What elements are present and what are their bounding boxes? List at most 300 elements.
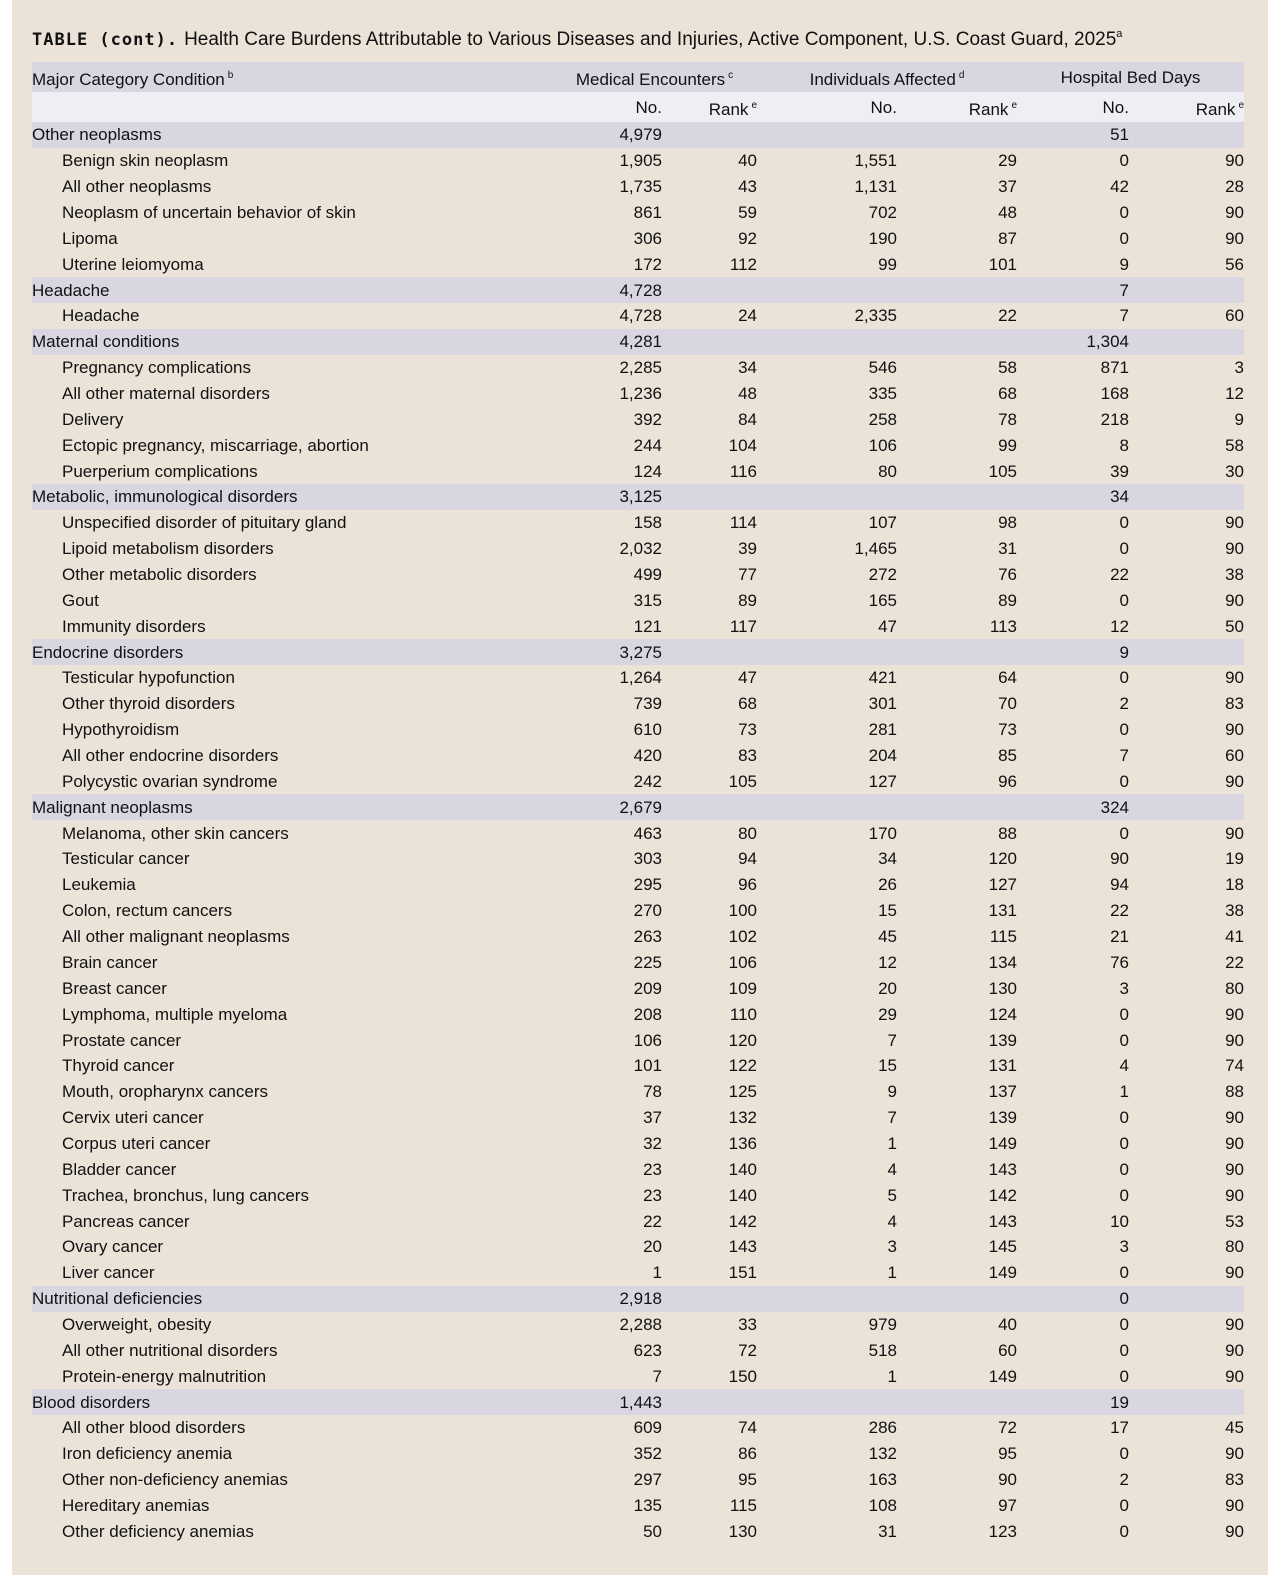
condition-bed-days-no: 0 bbox=[1119, 1159, 1129, 1179]
condition-bed-days-rank: 50 bbox=[1225, 616, 1244, 636]
condition-individuals-rank: 131 bbox=[988, 1056, 1017, 1076]
category-row bbox=[32, 1286, 1244, 1312]
condition-name: Puerperium complications bbox=[62, 461, 258, 481]
condition-bed-days-no: 1 bbox=[1119, 1082, 1129, 1102]
condition-encounters-rank: 140 bbox=[728, 1185, 757, 1205]
header-hb-no: No. bbox=[1017, 92, 1129, 122]
condition-bed-days-rank: 90 bbox=[1225, 1521, 1244, 1541]
condition-individuals-no: 4 bbox=[887, 1211, 897, 1231]
condition-individuals-no: 108 bbox=[868, 1495, 897, 1515]
condition-individuals-rank: 149 bbox=[988, 1133, 1017, 1153]
condition-row bbox=[32, 1053, 1244, 1079]
condition-name: Unspecified disorder of pituitary gland bbox=[62, 513, 347, 533]
condition-row bbox=[32, 1001, 1244, 1027]
condition-name: All other maternal disorders bbox=[62, 384, 270, 404]
category-row bbox=[32, 277, 1244, 303]
condition-individuals-no: 34 bbox=[878, 849, 897, 869]
condition-bed-days-no: 12 bbox=[1110, 616, 1129, 636]
table-panel bbox=[12, 0, 1268, 1575]
condition-bed-days-no: 17 bbox=[1110, 1418, 1129, 1438]
condition-bed-days-rank: 56 bbox=[1225, 254, 1244, 274]
condition-individuals-no: 7 bbox=[887, 1108, 897, 1128]
category-encounters-no: 1,443 bbox=[552, 1389, 662, 1415]
condition-row bbox=[32, 691, 1244, 717]
condition-name: Brain cancer bbox=[62, 952, 158, 972]
condition-encounters-no: 1,735 bbox=[619, 177, 662, 197]
category-encounters-rank bbox=[662, 1286, 757, 1312]
condition-bed-days-no: 0 bbox=[1119, 513, 1129, 533]
condition-bed-days-no: 0 bbox=[1119, 1185, 1129, 1205]
condition-encounters-rank: 117 bbox=[729, 616, 757, 636]
condition-encounters-rank: 92 bbox=[738, 228, 757, 248]
category-encounters-no: 3,275 bbox=[552, 639, 662, 665]
condition-encounters-no: 2,032 bbox=[619, 539, 662, 559]
condition-individuals-no: 127 bbox=[868, 771, 897, 791]
category-individuals-no bbox=[757, 122, 897, 148]
condition-encounters-rank: 33 bbox=[738, 1314, 757, 1334]
condition-bed-days-no: 0 bbox=[1119, 1263, 1129, 1283]
table-title-footnote: a bbox=[1116, 28, 1123, 40]
condition-row bbox=[32, 898, 1244, 924]
category-bed-days-no: 1,304 bbox=[1017, 329, 1129, 355]
condition-individuals-rank: 115 bbox=[989, 927, 1017, 947]
condition-encounters-rank: 94 bbox=[738, 849, 757, 869]
condition-bed-days-rank: 80 bbox=[1225, 1237, 1244, 1257]
condition-bed-days-no: 3 bbox=[1119, 1237, 1129, 1257]
condition-encounters-rank: 143 bbox=[728, 1237, 757, 1257]
condition-row bbox=[32, 950, 1244, 976]
condition-bed-days-no: 94 bbox=[1110, 875, 1129, 895]
condition-bed-days-no: 0 bbox=[1119, 668, 1129, 688]
condition-bed-days-rank: 22 bbox=[1225, 952, 1244, 972]
category-bed-days-no: 19 bbox=[1017, 1389, 1129, 1415]
condition-name: Bladder cancer bbox=[62, 1159, 177, 1179]
condition-encounters-rank: 142 bbox=[728, 1211, 757, 1231]
condition-row bbox=[32, 1518, 1244, 1544]
category-individuals-rank bbox=[897, 1286, 1017, 1312]
condition-row bbox=[32, 1260, 1244, 1286]
category-bed-days-no: 7 bbox=[1017, 277, 1129, 303]
header-me-rank: Rank $^e$ bbox=[662, 92, 757, 122]
condition-bed-days-no: 8 bbox=[1119, 435, 1129, 455]
condition-row bbox=[32, 1156, 1244, 1182]
header-blank bbox=[32, 92, 552, 122]
condition-row bbox=[32, 975, 1244, 1001]
category-individuals-no bbox=[757, 1389, 897, 1415]
condition-individuals-no: 546 bbox=[868, 358, 897, 378]
condition-individuals-no: 204 bbox=[868, 746, 897, 766]
condition-individuals-rank: 48 bbox=[998, 203, 1017, 222]
condition-bed-days-rank: 60 bbox=[1225, 306, 1244, 326]
condition-bed-days-no: 0 bbox=[1119, 1133, 1129, 1153]
category-name: Headache bbox=[32, 277, 552, 303]
category-name: Maternal conditions bbox=[32, 329, 552, 355]
condition-individuals-no: 29 bbox=[878, 1004, 897, 1024]
condition-bed-days-no: 871 bbox=[1100, 358, 1129, 378]
category-row bbox=[32, 1389, 1244, 1415]
condition-row bbox=[32, 1208, 1244, 1234]
condition-individuals-rank: 130 bbox=[988, 978, 1017, 998]
condition-individuals-rank: 99 bbox=[998, 435, 1017, 455]
condition-row bbox=[32, 432, 1244, 458]
condition-encounters-no: 499 bbox=[633, 565, 662, 585]
condition-encounters-no: 23 bbox=[643, 1185, 662, 1205]
condition-row bbox=[32, 1079, 1244, 1105]
condition-individuals-rank: 134 bbox=[988, 952, 1017, 972]
category-individuals-no bbox=[757, 794, 897, 820]
condition-encounters-no: 37 bbox=[643, 1108, 662, 1128]
condition-individuals-rank: 88 bbox=[998, 823, 1017, 843]
condition-individuals-no: 47 bbox=[878, 616, 897, 636]
condition-individuals-no: 5 bbox=[887, 1185, 897, 1205]
header-hospital-bed-days: Hospital Bed Days bbox=[1017, 62, 1244, 92]
category-encounters-rank bbox=[662, 122, 757, 148]
condition-name: Testicular hypofunction bbox=[62, 668, 235, 688]
condition-individuals-rank: 78 bbox=[998, 409, 1017, 429]
category-individuals-no bbox=[757, 639, 897, 665]
condition-encounters-no: 4,728 bbox=[619, 306, 662, 326]
condition-individuals-no: 132 bbox=[868, 1444, 897, 1464]
condition-name: Hereditary anemias bbox=[62, 1495, 210, 1515]
condition-encounters-no: 50 bbox=[643, 1521, 662, 1541]
condition-individuals-no: 1 bbox=[887, 1366, 897, 1386]
condition-row bbox=[32, 1363, 1244, 1389]
condition-bed-days-no: 21 bbox=[1110, 927, 1129, 947]
condition-individuals-rank: 98 bbox=[998, 513, 1017, 533]
condition-name: Colon, rectum cancers bbox=[62, 901, 233, 921]
header-ia-rank: Rank $^e$ bbox=[897, 92, 1017, 122]
condition-bed-days-rank: 38 bbox=[1225, 565, 1244, 585]
condition-name: Other metabolic disorders bbox=[62, 565, 257, 585]
condition-row bbox=[32, 924, 1244, 950]
condition-encounters-rank: 39 bbox=[738, 539, 757, 559]
condition-name: Other deficiency anemias bbox=[62, 1521, 254, 1541]
condition-individuals-no: 301 bbox=[868, 694, 897, 714]
condition-individuals-no: 26 bbox=[878, 875, 897, 895]
condition-bed-days-rank: 90 bbox=[1225, 539, 1244, 559]
condition-individuals-no: 1,131 bbox=[854, 177, 897, 197]
category-row bbox=[32, 639, 1244, 665]
condition-row bbox=[32, 665, 1244, 691]
condition-individuals-no: 1,551 bbox=[854, 151, 897, 171]
condition-encounters-rank: 96 bbox=[738, 875, 757, 895]
category-encounters-rank bbox=[662, 329, 757, 355]
condition-row bbox=[32, 174, 1244, 200]
condition-individuals-rank: 139 bbox=[988, 1030, 1017, 1050]
condition-individuals-rank: 96 bbox=[998, 771, 1017, 791]
category-individuals-rank bbox=[897, 122, 1017, 148]
condition-bed-days-no: 0 bbox=[1119, 590, 1129, 610]
condition-row bbox=[32, 1131, 1244, 1157]
condition-encounters-no: 861 bbox=[633, 203, 662, 222]
category-individuals-rank bbox=[897, 639, 1017, 665]
condition-name: Ovary cancer bbox=[62, 1237, 164, 1257]
condition-encounters-no: 1,236 bbox=[619, 384, 662, 404]
condition-encounters-no: 106 bbox=[633, 1030, 662, 1050]
condition-bed-days-no: 76 bbox=[1110, 952, 1129, 972]
condition-encounters-no: 1,905 bbox=[619, 151, 662, 171]
category-name: Malignant neoplasms bbox=[32, 794, 552, 820]
category-bed-days-rank bbox=[1129, 484, 1244, 510]
condition-bed-days-no: 4 bbox=[1119, 1056, 1129, 1076]
condition-individuals-rank: 123 bbox=[988, 1521, 1017, 1541]
condition-bed-days-no: 0 bbox=[1119, 1521, 1129, 1541]
condition-bed-days-no: 9 bbox=[1119, 254, 1129, 274]
condition-name: Cervix uteri cancer bbox=[62, 1108, 204, 1128]
condition-encounters-rank: 136 bbox=[728, 1133, 757, 1153]
condition-encounters-no: 22 bbox=[643, 1211, 662, 1231]
condition-bed-days-rank: 12 bbox=[1225, 384, 1244, 404]
condition-bed-days-rank: 90 bbox=[1225, 1185, 1244, 1205]
condition-encounters-rank: 40 bbox=[738, 151, 757, 171]
condition-bed-days-no: 22 bbox=[1110, 901, 1129, 921]
condition-individuals-rank: 76 bbox=[998, 565, 1017, 585]
condition-bed-days-rank: 90 bbox=[1225, 1495, 1244, 1515]
condition-bed-days-rank: 90 bbox=[1225, 203, 1244, 222]
condition-individuals-no: 31 bbox=[878, 1521, 897, 1541]
condition-name: Protein-energy malnutrition bbox=[62, 1366, 267, 1386]
condition-encounters-rank: 116 bbox=[729, 461, 757, 481]
condition-row bbox=[32, 872, 1244, 898]
condition-individuals-no: 518 bbox=[868, 1340, 897, 1360]
header-row-subcolumns bbox=[32, 92, 1244, 122]
condition-encounters-no: 2,285 bbox=[619, 358, 662, 378]
condition-individuals-no: 1 bbox=[887, 1263, 897, 1283]
condition-row bbox=[32, 1337, 1244, 1363]
condition-bed-days-no: 42 bbox=[1110, 177, 1129, 197]
table-body bbox=[32, 122, 1244, 1544]
condition-bed-days-no: 0 bbox=[1119, 228, 1129, 248]
condition-bed-days-no: 2 bbox=[1119, 1470, 1129, 1490]
condition-name: Corpus uteri cancer bbox=[62, 1133, 211, 1153]
condition-row bbox=[32, 536, 1244, 562]
condition-individuals-rank: 22 bbox=[998, 306, 1017, 326]
category-bed-days-rank bbox=[1129, 639, 1244, 665]
condition-individuals-rank: 29 bbox=[998, 151, 1017, 171]
condition-bed-days-rank: 45 bbox=[1225, 1418, 1244, 1438]
condition-individuals-no: 20 bbox=[878, 978, 897, 998]
header-individuals-affected: Individuals Affected $^d$ bbox=[757, 62, 1017, 92]
condition-individuals-rank: 90 bbox=[998, 1470, 1017, 1490]
condition-individuals-rank: 68 bbox=[998, 384, 1017, 404]
condition-encounters-no: 623 bbox=[633, 1340, 662, 1360]
condition-bed-days-rank: 9 bbox=[1234, 409, 1244, 429]
condition-encounters-rank: 68 bbox=[738, 694, 757, 714]
category-individuals-no bbox=[757, 484, 897, 510]
category-bed-days-no: 51 bbox=[1017, 122, 1129, 148]
condition-name: Iron deficiency anemia bbox=[62, 1444, 233, 1464]
category-bed-days-rank bbox=[1129, 1286, 1244, 1312]
condition-bed-days-rank: 19 bbox=[1225, 849, 1244, 869]
condition-row bbox=[32, 251, 1244, 277]
condition-bed-days-no: 0 bbox=[1119, 1004, 1129, 1024]
condition-name: Pancreas cancer bbox=[62, 1211, 190, 1231]
category-row bbox=[32, 329, 1244, 355]
condition-encounters-no: 315 bbox=[633, 590, 662, 610]
condition-bed-days-rank: 53 bbox=[1225, 1211, 1244, 1231]
condition-bed-days-no: 39 bbox=[1110, 461, 1129, 481]
condition-encounters-rank: 120 bbox=[728, 1030, 757, 1050]
condition-encounters-rank: 95 bbox=[738, 1470, 757, 1490]
condition-name: Trachea, bronchus, lung cancers bbox=[62, 1185, 309, 1205]
condition-encounters-no: 1,264 bbox=[619, 668, 662, 688]
condition-encounters-rank: 47 bbox=[738, 668, 757, 688]
condition-name: Lipoma bbox=[62, 228, 118, 248]
condition-individuals-no: 170 bbox=[868, 823, 897, 843]
category-encounters-no: 4,281 bbox=[552, 329, 662, 355]
category-bed-days-rank bbox=[1129, 1389, 1244, 1415]
condition-bed-days-rank: 90 bbox=[1225, 1314, 1244, 1334]
condition-encounters-no: 270 bbox=[633, 901, 662, 921]
category-bed-days-rank bbox=[1129, 794, 1244, 820]
condition-row bbox=[32, 303, 1244, 329]
condition-bed-days-rank: 88 bbox=[1225, 1082, 1244, 1102]
condition-row bbox=[32, 200, 1244, 226]
condition-encounters-no: 172 bbox=[633, 254, 662, 274]
condition-individuals-rank: 37 bbox=[998, 177, 1017, 197]
condition-individuals-no: 107 bbox=[868, 513, 897, 533]
condition-individuals-rank: 149 bbox=[988, 1263, 1017, 1283]
condition-bed-days-rank: 90 bbox=[1225, 1133, 1244, 1153]
condition-individuals-rank: 145 bbox=[988, 1237, 1017, 1257]
condition-bed-days-no: 0 bbox=[1119, 151, 1129, 171]
condition-individuals-rank: 101 bbox=[988, 254, 1017, 274]
condition-encounters-rank: 34 bbox=[738, 358, 757, 378]
condition-name: All other nutritional disorders bbox=[62, 1340, 278, 1360]
condition-bed-days-no: 0 bbox=[1119, 1108, 1129, 1128]
condition-bed-days-rank: 83 bbox=[1225, 694, 1244, 714]
condition-individuals-rank: 124 bbox=[988, 1004, 1017, 1024]
condition-encounters-no: 78 bbox=[643, 1082, 662, 1102]
condition-encounters-rank: 100 bbox=[728, 901, 757, 921]
condition-encounters-rank: 106 bbox=[728, 952, 757, 972]
table-title-text: Health Care Burdens Attributable to Various Diseases and Injuries, Active Component, U.S. Coast Guard, 2025 bbox=[184, 29, 1117, 50]
condition-name: All other blood disorders bbox=[62, 1418, 246, 1438]
condition-bed-days-rank: 90 bbox=[1225, 1108, 1244, 1128]
condition-encounters-no: 303 bbox=[633, 849, 662, 869]
condition-encounters-rank: 86 bbox=[738, 1444, 757, 1464]
condition-encounters-no: 225 bbox=[633, 952, 662, 972]
condition-name: Melanoma, other skin cancers bbox=[62, 823, 289, 843]
condition-name: Polycystic ovarian syndrome bbox=[62, 771, 278, 791]
category-bed-days-rank bbox=[1129, 329, 1244, 355]
condition-bed-days-rank: 90 bbox=[1225, 668, 1244, 688]
condition-encounters-no: 20 bbox=[643, 1237, 662, 1257]
category-bed-days-rank bbox=[1129, 122, 1244, 148]
condition-bed-days-rank: 90 bbox=[1225, 1366, 1244, 1386]
condition-encounters-rank: 104 bbox=[728, 435, 757, 455]
condition-encounters-no: 306 bbox=[633, 228, 662, 248]
condition-encounters-no: 124 bbox=[633, 461, 662, 481]
condition-individuals-no: 15 bbox=[878, 1056, 897, 1076]
condition-individuals-no: 106 bbox=[868, 435, 897, 455]
condition-name: Prostate cancer bbox=[62, 1030, 182, 1050]
condition-individuals-no: 163 bbox=[868, 1470, 897, 1490]
category-encounters-no: 2,679 bbox=[552, 794, 662, 820]
condition-individuals-no: 1,465 bbox=[854, 539, 897, 559]
condition-row bbox=[32, 846, 1244, 872]
category-encounters-rank bbox=[662, 1389, 757, 1415]
condition-individuals-no: 286 bbox=[868, 1418, 897, 1438]
condition-encounters-no: 101 bbox=[633, 1056, 662, 1076]
category-encounters-no: 4,728 bbox=[552, 277, 662, 303]
condition-encounters-rank: 105 bbox=[728, 771, 757, 791]
condition-individuals-no: 80 bbox=[878, 461, 897, 481]
condition-bed-days-rank: 58 bbox=[1225, 435, 1244, 455]
header-row-groups bbox=[32, 62, 1244, 92]
condition-individuals-rank: 85 bbox=[998, 746, 1017, 766]
category-encounters-no: 3,125 bbox=[552, 484, 662, 510]
condition-bed-days-rank: 90 bbox=[1225, 1159, 1244, 1179]
condition-name: Benign skin neoplasm bbox=[62, 151, 229, 171]
condition-encounters-no: 32 bbox=[643, 1133, 662, 1153]
category-individuals-rank bbox=[897, 277, 1017, 303]
category-encounters-no: 4,979 bbox=[552, 122, 662, 148]
condition-bed-days-no: 7 bbox=[1119, 306, 1129, 326]
category-individuals-no bbox=[757, 277, 897, 303]
condition-name: Leukemia bbox=[62, 875, 136, 895]
category-individuals-rank bbox=[897, 794, 1017, 820]
condition-name: Thyroid cancer bbox=[62, 1056, 175, 1076]
condition-name: All other malignant neoplasms bbox=[62, 927, 290, 947]
condition-individuals-no: 12 bbox=[878, 952, 897, 972]
condition-encounters-rank: 109 bbox=[728, 978, 757, 998]
category-encounters-rank bbox=[662, 639, 757, 665]
condition-bed-days-no: 0 bbox=[1119, 1340, 1129, 1360]
condition-encounters-rank: 102 bbox=[728, 927, 757, 947]
condition-individuals-no: 165 bbox=[868, 590, 897, 610]
condition-encounters-rank: 150 bbox=[728, 1366, 757, 1386]
category-name: Blood disorders bbox=[32, 1389, 552, 1415]
category-row bbox=[32, 794, 1244, 820]
condition-row bbox=[32, 1234, 1244, 1260]
condition-encounters-no: 463 bbox=[633, 823, 662, 843]
condition-individuals-no: 979 bbox=[868, 1314, 897, 1334]
condition-encounters-no: 135 bbox=[633, 1495, 662, 1515]
condition-individuals-rank: 60 bbox=[998, 1340, 1017, 1360]
condition-bed-days-no: 7 bbox=[1119, 746, 1129, 766]
condition-name: Breast cancer bbox=[62, 978, 167, 998]
condition-encounters-no: 295 bbox=[633, 875, 662, 895]
condition-encounters-rank: 122 bbox=[728, 1056, 757, 1076]
category-row bbox=[32, 484, 1244, 510]
category-encounters-rank bbox=[662, 277, 757, 303]
condition-encounters-rank: 89 bbox=[738, 590, 757, 610]
condition-bed-days-rank: 38 bbox=[1225, 901, 1244, 921]
condition-bed-days-rank: 30 bbox=[1225, 461, 1244, 481]
condition-individuals-no: 4 bbox=[887, 1159, 897, 1179]
condition-encounters-rank: 140 bbox=[728, 1159, 757, 1179]
condition-individuals-rank: 70 bbox=[998, 694, 1017, 714]
condition-bed-days-no: 218 bbox=[1100, 409, 1129, 429]
condition-individuals-rank: 137 bbox=[988, 1082, 1017, 1102]
condition-name: Mouth, oropharynx cancers bbox=[62, 1082, 268, 1102]
condition-encounters-rank: 73 bbox=[738, 720, 757, 740]
condition-row bbox=[32, 613, 1244, 639]
condition-individuals-no: 190 bbox=[868, 228, 897, 248]
condition-bed-days-rank: 90 bbox=[1225, 1004, 1244, 1024]
condition-row bbox=[32, 768, 1244, 794]
condition-bed-days-rank: 90 bbox=[1225, 513, 1244, 533]
condition-encounters-no: 208 bbox=[633, 1004, 662, 1024]
condition-individuals-no: 702 bbox=[868, 203, 897, 222]
condition-encounters-rank: 130 bbox=[728, 1521, 757, 1541]
condition-name: Overweight, obesity bbox=[62, 1314, 212, 1334]
condition-individuals-rank: 142 bbox=[988, 1185, 1017, 1205]
condition-bed-days-rank: 41 bbox=[1225, 927, 1244, 947]
category-name: Endocrine disorders bbox=[32, 639, 552, 665]
condition-bed-days-no: 0 bbox=[1119, 823, 1129, 843]
